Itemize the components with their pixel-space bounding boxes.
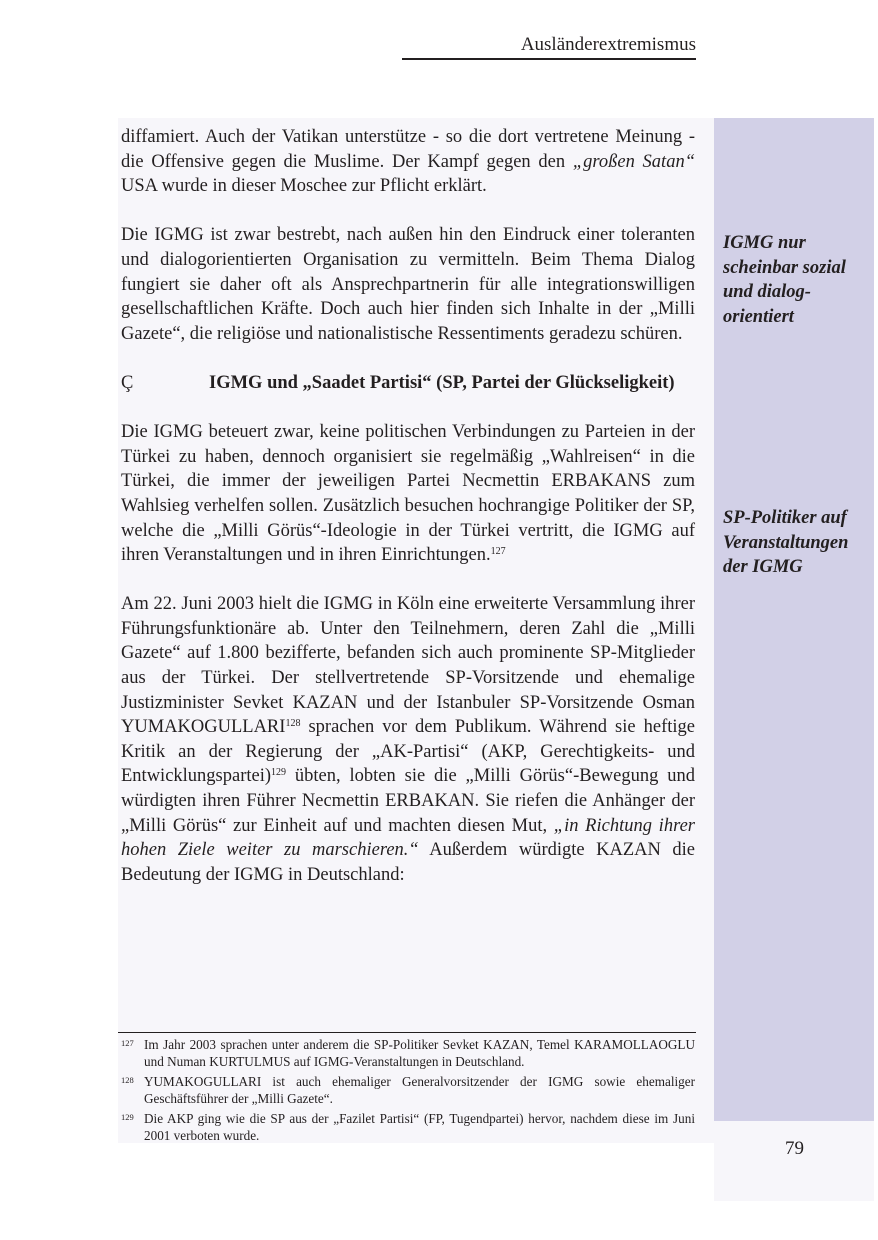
footnote-ref-128[interactable]: 128 — [285, 718, 301, 730]
page-header-title: Ausländerextremismus — [520, 34, 696, 55]
footnote-text: YUMAKOGULLARI ist auch ehemaliger Generalvorsitzender der IGMG sowie ehemaliger Geschäftsführer der „Milli Gazete“. — [144, 1073, 695, 1107]
footnote-number: 129 — [121, 1111, 134, 1122]
section-heading-text: IGMG und „Saadet Partisi“ (SP, Partei der Glückseligkeit) — [209, 372, 675, 393]
body-text — [121, 125, 695, 887]
page-number-box — [714, 1121, 874, 1201]
footnote-text: Im Jahr 2003 sprachen unter anderem die SP-Politiker Sevket KAZAN, Temel KARAMOLLAOGLU und Numan KURTULMUS auf IGMG-Veranstaltungen in Deutschland. — [144, 1037, 695, 1070]
footnotes — [121, 1036, 695, 1147]
footnote-127 — [121, 1036, 695, 1070]
margin-note-igmg-dialog: IGMG nur scheinbar sozial und dialogorientiert — [723, 233, 846, 327]
margin-note-sp-politicians: SP-Politiker auf Veranstaltungen der IGMG — [723, 508, 849, 578]
page-number: 79 — [785, 1138, 804, 1159]
footnote-128 — [121, 1073, 695, 1107]
quote-great-satan: „großen Satan“ — [572, 151, 695, 172]
paragraph-1: diffamiert. Auch der Vatikan unterstütze - so die dort vertretene Meinung - die Offensive gegen die Muslime. Der Kampf gegen den „großen Satan“ USA wurde in dieser Moschee zur Pflicht erklärt. — [121, 127, 695, 197]
footnote-text: Die AKP ging wie die SP aus der „Fazilet Partisi“ (FP, Tugendpartei) hervor, nachdem diese im Juni 2001 verboten wurde. — [144, 1110, 695, 1144]
quote-march-on: „in Richtung ihrer hohen Ziele weiter zu marschieren.“ — [121, 815, 695, 861]
section-heading — [121, 371, 695, 396]
paragraph-2: Die IGMG ist zwar bestrebt, nach außen hin den Eindruck einer toleranten und dialogorientierten Organisation zu vermitteln. Beim Thema Dialog fungiert sie daher oft als Ansprechpartnerin für alle integrationswilligen gesellschaftlichen Kräfte. Doch auch hier finden sich Inhalte in der „Milli Gazete“, die religiöse und nationalistische Ressentiments geradezu schüren. — [121, 225, 695, 344]
footnote-rule — [118, 1032, 696, 1033]
footnote-number: 128 — [121, 1074, 134, 1085]
paragraph-4: Am 22. Juni 2003 hielt die IGMG in Köln eine erweiterte Versammlung ihrer Führungsfunktionäre ab. Unter den Teilnehmern, deren Zahl die „Milli Gazete“ auf 1.800 bezifferte, befanden sich auch prominente SP-Mitglieder aus der Türkei. Der stellvertretende SP-Vorsitzende und ehemalige Justizminister Sevket KAZAN und der Istanbuler SP-Vorsitzende Osman YUMAKOGULLARI$^{128}$ sprachen vor dem Publikum. Während sie heftige Kritik an der Regierung der „AK-Partisi“ (AKP, Gerechtigkeits- und Entwicklungspartei)$^{129}$ übten, lobten sie die „Milli Görüs“-Bewegung und würdigten ihren Führer Necmettin ERBAKAN. Sie riefen die Anhänger der „Milli Görüs“ zur Einheit auf und machten diesen Mut, „in Richtung ihrer hohen Ziele weiter zu marschieren.“ Außerdem würdigte KAZAN die Bedeutung der IGMG in Deutschland: — [121, 594, 695, 885]
paragraph-3: Die IGMG beteuert zwar, keine politischen Verbindungen zu Parteien in der Türkei zu haben, dennoch organisiert sie regelmäßig „Wahlreisen“ in die Türkei, die immer der jeweiligen Partei Necmettin ERBAKANS zum Wahlsieg verhelfen sollen. Zusätzlich besuchen hochrangige Politiker der SP, welche die „Milli Görüs“-Ideologie in der Türkei vertritt, die IGMG auf ihren Veranstaltungen und in ihren Einrichtungen.$^{127}$ — [121, 422, 695, 566]
footnote-ref-129[interactable]: 129 — [271, 767, 287, 779]
section-marker: Ç — [121, 372, 134, 393]
footnote-ref-127[interactable]: 127 — [490, 546, 506, 558]
footnote-129 — [121, 1110, 695, 1144]
page-header-rule — [402, 58, 696, 60]
footnote-number: 127 — [121, 1038, 134, 1048]
